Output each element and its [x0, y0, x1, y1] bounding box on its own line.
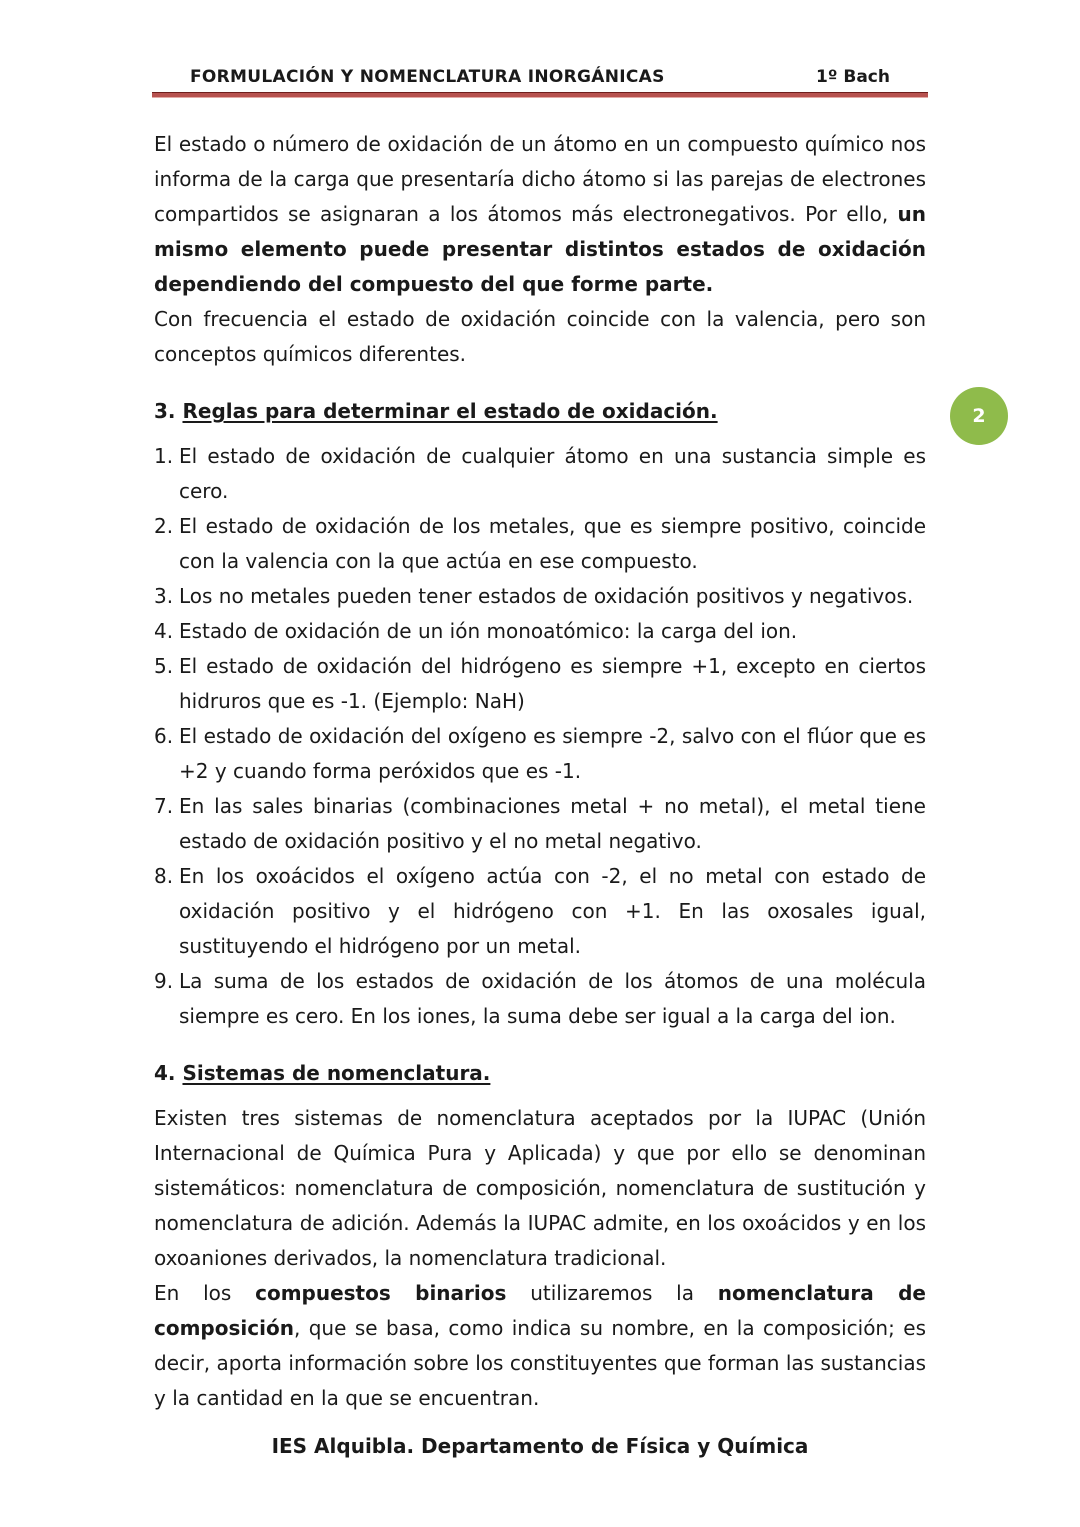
rule-item: 6. El estado de oxidación del oxígeno es siempre -2, salvo con el flúor que es +2 y cuando forma peróxidos que es -1. [154, 724, 926, 783]
rule-item: 7. En las sales binarias (combinaciones metal + no metal), el metal tiene estado de oxidación positivo y el no metal negativo. [154, 794, 926, 853]
section-4-number: 4. [154, 1061, 176, 1085]
page-content [154, 127, 926, 1416]
rule-item: 2. El estado de oxidación de los metales, que es siempre positivo, coincide con la valencia con la que actúa en ese compuesto. [154, 514, 926, 573]
rule-item: 1. El estado de oxidación de cualquier átomo en una sustancia simple es cero. [154, 444, 926, 503]
page-header [152, 64, 928, 98]
intro-text: El estado o número de oxidación de un átomo en un compuesto químico nos informa de la carga que presentaría dicho átomo si las parejas de electrones compartidos se asignaran a los átomos más electronegativos. Por ello, [154, 132, 926, 226]
section-3-heading [154, 394, 926, 429]
document-title: FORMULACIÓN Y NOMENCLATURA INORGÁNICAS [190, 67, 665, 87]
page-number-badge: 2 [950, 387, 1008, 445]
binary-compounds-term: compuestos binarios [255, 1281, 507, 1305]
intro-paragraph-2: Con frecuencia el estado de oxidación coincide con la valencia, pero son conceptos químicos diferentes. [154, 307, 926, 366]
rule-item: 9. La suma de los estados de oxidación de los átomos de una molécula siempre es cero. En los iones, la suma debe ser igual a la carga del ion. [154, 969, 926, 1028]
section-3-number: 3. [154, 399, 176, 423]
section-3-title: Reglas para determinar el estado de oxidación. [182, 399, 718, 423]
header-divider [152, 92, 928, 98]
intro-paragraph-1 [154, 127, 926, 302]
section-4-paragraph-2: En los compuestos binarios utilizaremos la nomenclatura de composición, que se basa, como indica su nombre, en la composición; es decir, aporta información sobre los constituyentes que forman las sustancias y la cantidad en la que se encuentran. [154, 1281, 926, 1410]
rule-item: 8. En los oxoácidos el oxígeno actúa con -2, el no metal con estado de oxidación positivo y el hidrógeno con +1. En las oxosales igual, sustituyendo el hidrógeno por un metal. [154, 864, 926, 958]
composition-nomenclature-term: nomenclatura de composición [154, 1281, 926, 1340]
rule-item: 3. Los no metales pueden tener estados de oxidación positivos y negativos. [154, 584, 914, 608]
oxidation-rules-list [154, 439, 926, 1034]
page-footer: IES Alquibla. Departamento de Física y Química [271, 1434, 809, 1458]
section-4-title: Sistemas de nomenclatura. [182, 1061, 491, 1085]
rule-item: 5. El estado de oxidación del hidrógeno es siempre +1, excepto en ciertos hidruros que es -1. (Ejemplo: NaH) [154, 654, 926, 713]
course-level: 1º Bach [816, 67, 890, 87]
section-4-paragraph-1: Existen tres sistemas de nomenclatura aceptados por la IUPAC (Unión Internacional de Química Pura y Aplicada) y que por ello se denominan sistemáticos: nomenclatura de composición, nomenclatura de sustitución y nomenclatura de adición. Además la IUPAC admite, en los oxoácidos y en los oxoaniones derivados, la nomenclatura tradicional. [154, 1106, 926, 1270]
section-4-heading [154, 1056, 926, 1091]
intro-bold-text: un mismo elemento puede presentar distintos estados de oxidación dependiendo del compuesto del que forme parte. [154, 202, 927, 296]
rule-item: 4. Estado de oxidación de un ión monoatómico: la carga del ion. [154, 619, 798, 643]
